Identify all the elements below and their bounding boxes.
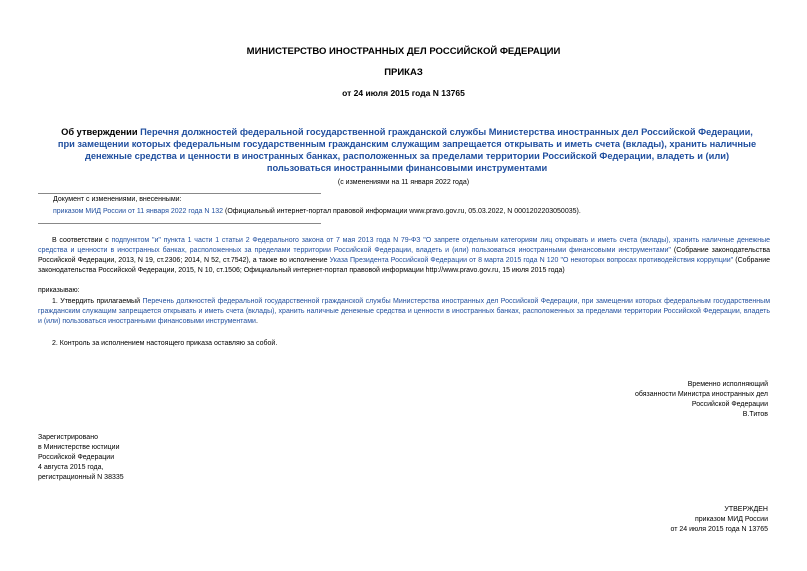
changes-source: (Официальный интернет-портал правовой информации www.pravo.gov.ru, 05.03.2022, N 0001202203050035).: [223, 208, 581, 215]
signature-name: В.Титов: [742, 411, 768, 418]
title-list-link[interactable]: Перечня должностей федеральной государственной гражданской службы Министерства иностранных дел Российской Федерации, при замещении которых федеральным государственным гражданским служащим запрещается открывать и иметь счета (вклады), хранить наличные денежные средства и ценности в иностранных банках, расположенных за пределами территории Российской Федерации, владеть и (или) пользоваться иностранными финансовыми инструментами: [57, 127, 757, 173]
registration-line-3: Российской Федерации: [38, 454, 115, 461]
signature-line-2: обязанности Министра иностранных дел: [635, 391, 768, 398]
item-1-end: .: [255, 318, 258, 325]
signature-line-3: Российской Федерации: [691, 401, 768, 408]
preamble-paragraph: [38, 236, 770, 276]
document-type: ПРИКАЗ: [384, 67, 423, 78]
divider-bottom: [38, 223, 321, 224]
item-2-paragraph: 2. Контроль за исполнением настоящего приказа оставляю за собой.: [52, 340, 278, 347]
changes-line: [53, 207, 773, 217]
registration-line-2: в Министерстве юстиции: [38, 444, 120, 451]
registration-block: [38, 433, 238, 483]
registration-line-4: 4 августа 2015 года,: [38, 464, 104, 471]
federal-law-link[interactable]: подпунктом "и" пункта 1 части 1 статьи 2 Федерального закона от 7 мая 2013 года N 79-ФЗ "О запрете отдельным категориям лиц открывать и иметь счета (вклады), хранить наличные денежные средства и ценности в иностранных банках, расположенных за пределами территории Российской Федерации, владеть и (или) пользоваться иностранными финансовыми инструментами": [38, 237, 771, 254]
approval-line-2: приказом МИД России: [694, 516, 768, 523]
presidential-decree-link[interactable]: Указа Президента Российской Федерации от 8 марта 2015 года N 120 "О некоторых вопросах противодействия коррупции": [329, 257, 734, 264]
document-title: [54, 126, 760, 174]
registration-number: регистрационный N 38335: [38, 474, 124, 481]
changes-label: Документ с изменениями, внесенными:: [53, 196, 182, 203]
ministry-heading: МИНИСТЕРСТВО ИНОСТРАННЫХ ДЕЛ РОССИЙСКОЙ ФЕДЕРАЦИИ: [246, 46, 561, 57]
order-word: приказываю:: [38, 287, 80, 294]
divider-top: [38, 193, 321, 194]
preamble-text-1: В соответствии с: [52, 237, 112, 244]
approval-block: [560, 505, 768, 535]
title-prefix: Об утверждении: [61, 127, 141, 137]
amending-order-link[interactable]: приказом МИД России от 11 января 2022 года N 132: [53, 208, 224, 215]
document-date-number: от 24 июля 2015 года N 13765: [342, 88, 465, 98]
signature-block: [560, 380, 768, 420]
approved-list-link[interactable]: Перечень должностей федеральной государственной гражданской службы Министерства иностранных дел Российской Федерации, при замещении которых федеральным государственным гражданским служащим запрещается открывать и иметь счета (вклады), хранить наличные денежные средства и ценности в иностранных банках, расположенных за пределами территории Российской Федерации, владеть и (или) пользоваться иностранными финансовыми инструментами: [38, 298, 771, 325]
item-1-paragraph: [38, 297, 770, 327]
preamble-text-2: (Собрание законодательства Российской Федерации, 2013, N 19, ст.2306; 2014, N 52, ст.7542), а также во исполнение: [38, 247, 770, 264]
signature-line-1: Временно исполняющий: [687, 381, 768, 388]
preamble-text-3: (Собрание законодательства Российской Федерации, 2015, N 10, ст.1506; Официальный интернет-портал правовой информации http://www.pravo.gov.ru, 15 июля 2015 года): [38, 257, 770, 274]
item-1-text: 1. Утвердить прилагаемый: [52, 298, 143, 305]
registration-line-1: Зарегистрировано: [38, 434, 98, 441]
revision-note: (с изменениями на 11 января 2022 года): [337, 179, 470, 186]
approval-line-1: УТВЕРЖДЕН: [724, 506, 768, 513]
approval-line-3: от 24 июля 2015 года N 13765: [670, 526, 768, 533]
